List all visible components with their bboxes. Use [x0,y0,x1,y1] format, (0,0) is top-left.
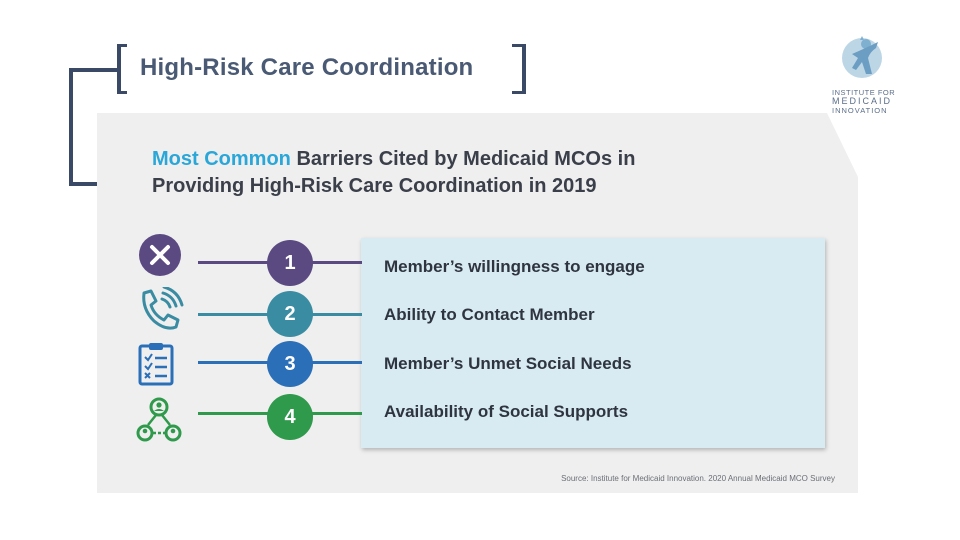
barrier-label-1: Member’s willingness to engage [384,257,645,276]
headline-rest: Barriers Cited by Medicaid MCOs in [290,148,636,170]
people-network-icon [136,397,182,443]
title-bracket-right [522,44,526,94]
logo-text: INSTITUTE FOR MEDICAID INNOVATION [832,88,896,115]
rank-badge-3: 3 [267,341,313,387]
rank-badge-1: 1 [267,240,313,286]
barrier-label-4: Availability of Social Supports [384,402,629,421]
title-bracket-left [117,44,121,94]
title-bracket-right-bottom [512,91,526,94]
title-bracket-left-top [117,44,127,47]
rank-badge-2: 2 [267,291,313,337]
source-note: Source: Institute for Medicaid Innovation. 2020 Annual Medicaid MCO Survey [561,474,835,483]
page-title: High-Risk Care Coordination [140,54,474,81]
headline-line-2: Providing High-Risk Care Coordination in 2019 [152,175,597,197]
x-circle-icon [138,233,182,277]
title-bracket-right-top [512,44,526,47]
barrier-label-2: Ability to Contact Member [384,305,595,324]
frame-left-vertical [69,68,73,186]
frame-left-top [69,68,117,72]
barrier-label-3: Member’s Unmet Social Needs [384,354,632,373]
clipboard-checklist-icon [138,342,174,386]
infographic-headline [152,146,635,200]
phone-icon [136,287,184,333]
institute-logo [832,34,902,124]
headline-accent: Most Common [152,148,291,170]
title-bracket-left-bottom [117,91,127,94]
rank-badge-4: 4 [267,394,313,440]
logo-figure-icon [832,34,902,86]
